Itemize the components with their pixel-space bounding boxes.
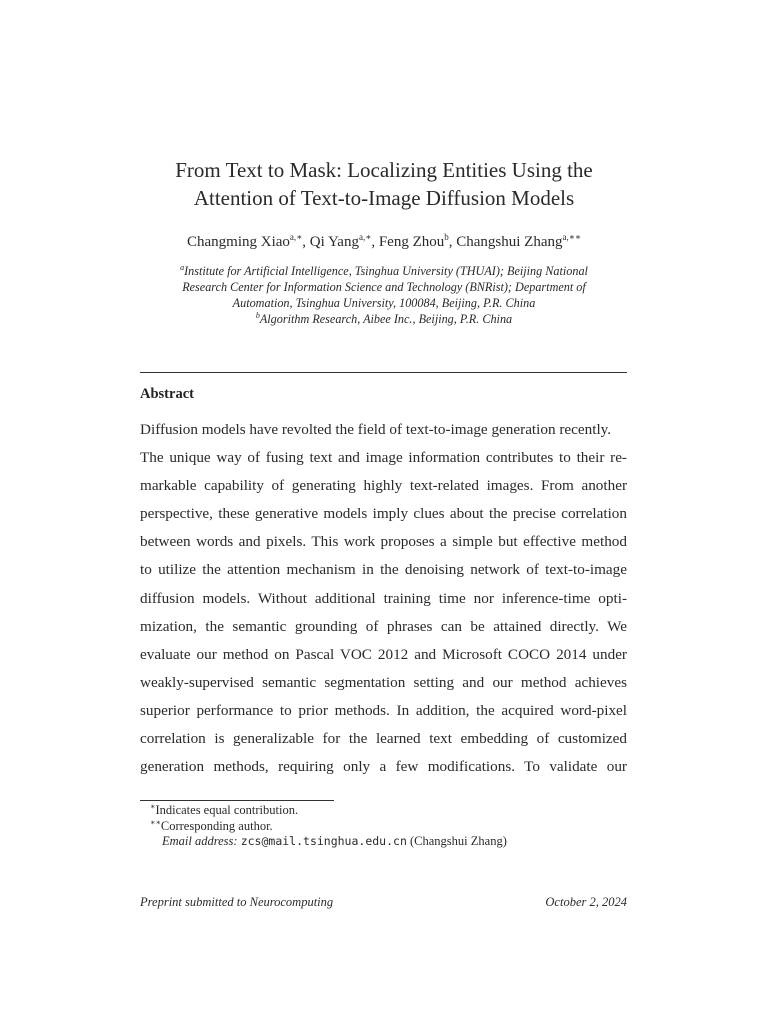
affiliation-mark: b — [255, 311, 260, 320]
title-line-2: Attention of Text-to-Image Diffusion Models — [193, 186, 575, 210]
abstract-line: markable capability of generating highly text-related images. From another — [140, 477, 627, 495]
title-line-1: From Text to Mask: Localizing Entities Using the — [175, 158, 593, 182]
author-name: Changming Xiao — [187, 234, 290, 250]
footnotes — [150, 803, 620, 850]
abstract-line: between words and pixels. This work proposes a simple but effective method — [140, 533, 627, 551]
email-owner: (Changshui Zhang) — [410, 834, 507, 848]
abstract-heading: Abstract — [140, 386, 194, 402]
author-marks: b — [444, 232, 449, 242]
affiliation-a-line-1: $^a$Institute for Artificial Intelligence, Tsinghua University (THUAI); Beijing National — [180, 263, 588, 278]
abstract-line: perspective, these generative models imply clues about the precise correlation — [140, 505, 627, 523]
footnote-mark: ∗ — [150, 802, 156, 811]
abstract-line: diffusion models. Without additional training time nor inference-time opti- — [140, 589, 627, 607]
author-marks: a,∗∗ — [562, 232, 581, 242]
affiliation-b-line-1: $^b$Algorithm Research, Aibee Inc., Beijing, P.R. China — [255, 311, 513, 326]
affiliations — [100, 263, 668, 327]
footnote-corresponding-author: ∗∗Corresponding author. — [150, 817, 273, 833]
affiliation-a-line-2: Research Center for Information Science and Technology (BNRist); Department of — [182, 280, 586, 294]
abstract-body — [140, 416, 627, 781]
author-marks: a,∗ — [358, 232, 372, 242]
footnote-email — [150, 834, 620, 850]
affiliation-mark: a — [180, 263, 185, 272]
footnote-equal-contribution: ∗Indicates equal contribution. — [150, 802, 299, 817]
footnote-mark: ∗∗ — [150, 817, 161, 827]
footer-venue: Preprint submitted to Neurocomputing — [140, 895, 334, 909]
abstract-line: to utilize the attention mechanism in the denoising network of text-to-image — [140, 561, 627, 579]
abstract-line: generation methods, requiring only a few modifications. To validate our — [140, 758, 627, 776]
abstract-line: Diffusion models have revolted the field of text-to-image generation recently. — [140, 421, 612, 438]
footnote-rule — [140, 800, 334, 801]
abstract-line: superior performance to prior methods. In addition, the acquired word-pixel — [140, 701, 627, 719]
author-name: Qi Yang — [309, 234, 359, 250]
abstract-top-rule — [140, 372, 627, 373]
abstract-line: correlation is generalizable for the learned text embedding of customized — [140, 730, 627, 748]
affiliation-a-line-3: Automation, Tsinghua University, 100084, Beijing, P.R. China — [232, 296, 536, 310]
abstract-line: mization, the semantic grounding of phrases can be attained directly. We — [140, 617, 627, 635]
author-marks: a,∗ — [289, 232, 303, 242]
abstract-line: The unique way of fusing text and image information contributes to their re- — [140, 449, 627, 467]
author-list: Changming Xiao$^{a,∗}$, Qi Yang$^{a,∗}$, Feng Zhou$^b$, Changshui Zhang$^{a,∗∗}$ — [187, 232, 581, 250]
abstract-line: evaluate our method on Pascal VOC 2012 and Microsoft COCO 2014 under — [140, 645, 627, 663]
author-name: Changshui Zhang — [456, 234, 563, 250]
footer-date: October 2, 2024 — [545, 895, 627, 909]
email-label: Email address: — [162, 834, 238, 848]
author-name: Feng Zhou — [378, 234, 445, 250]
email-link[interactable]: zcs@mail.tsinghua.edu.cn — [240, 834, 407, 848]
paper-title — [100, 156, 668, 212]
abstract-line: weakly-supervised semantic segmentation setting and our method achieves — [140, 673, 627, 691]
